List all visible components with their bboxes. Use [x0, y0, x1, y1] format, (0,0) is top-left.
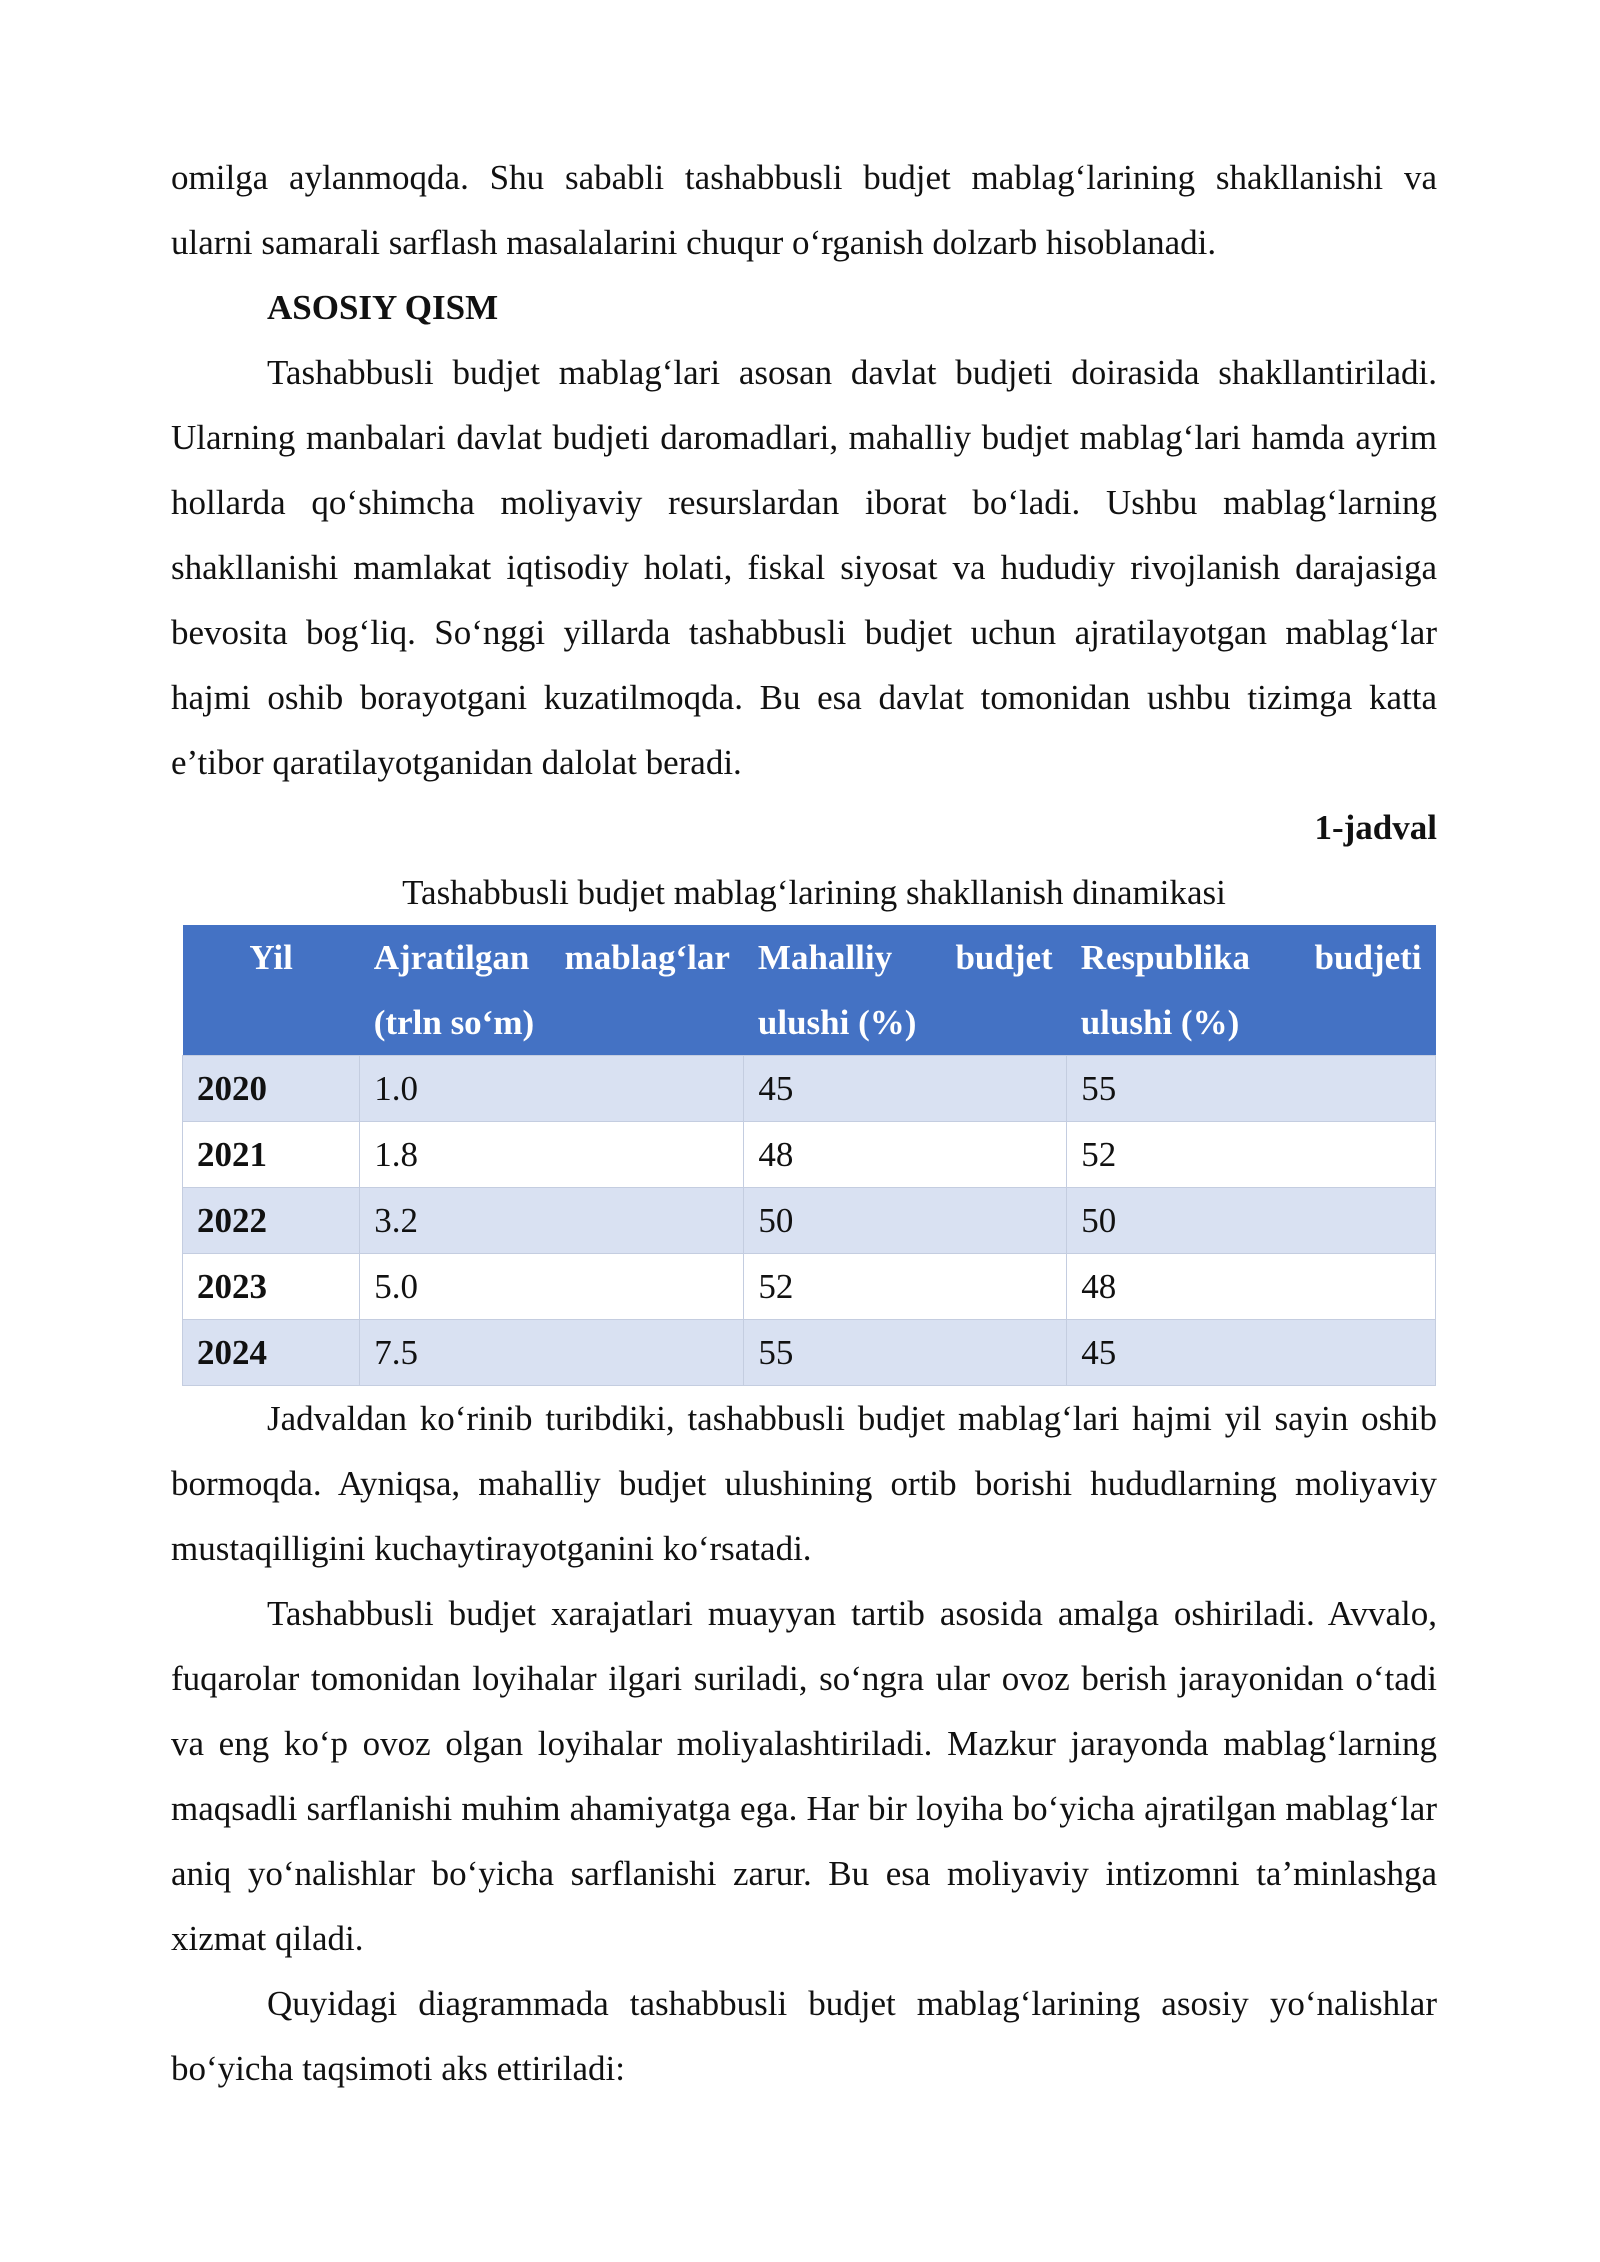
table-header-cell — [360, 925, 744, 1056]
header-allocated-line1: Ajratilgan mablag‘lar — [373, 938, 730, 977]
table-cell-year: 2020 — [183, 1056, 360, 1122]
table-caption: Tashabbusli budjet mablag‘larining shakllanish dinamikasi — [402, 873, 1226, 912]
paragraph-intro-line2: ularni samarali sarflash masalalarini chuqur o‘rganish dolzarb hisoblanadi. — [171, 223, 1217, 262]
table-header-row — [183, 925, 1436, 1056]
table-number: 1-jadval — [1314, 808, 1437, 847]
paragraph-budget-sources: Tashabbusli budjet mablag‘lari asosan davlat budjeti doirasida shakllantiriladi. Ularning manbalari davlat budjeti daromadlari, mahalliy budjet mablag‘lari hamda ayrim hollarda qo‘shimcha moliyaviy resurslardan iborat bo‘ladi. Ushbu mablag‘larning shakllanishi mamlakat iqtisodiy holati, fiskal siyosat va hududiy rivojlanish darajasiga bevosita bog‘liq. So‘nggi yillarda tashabbusli budjet uchun ajratilayotgan mablag‘lar hajmi oshib borayotgani kuzatilmoqda. Bu esa davlat tomonidan ushbu tizimga katta e’tibor qaratilayotganidan dalolat beradi. — [171, 353, 1437, 782]
table-cell-republic-share: 50 — [1067, 1188, 1436, 1254]
table-cell-local-share: 55 — [744, 1320, 1067, 1386]
header-republic-line2: ulushi (%) — [1080, 1003, 1240, 1042]
table-cell-local-share: 45 — [744, 1056, 1067, 1122]
table-cell-republic-share: 45 — [1067, 1320, 1436, 1386]
header-local-line1: Mahalliy budjet — [757, 938, 1053, 977]
table-row — [183, 1188, 1436, 1254]
table-cell-allocated: 1.0 — [360, 1056, 744, 1122]
table-cell-local-share: 48 — [744, 1122, 1067, 1188]
paragraph-table-analysis: Jadvaldan ko‘rinib turibdiki, tashabbusli budjet mablag‘lari hajmi yil sayin oshib bormoqda. Ayniqsa, mahalliy budjet ulushining ortib borishi hududlarning moliyaviy mustaqilligini kuchaytirayotganini ko‘rsatadi. — [171, 1399, 1437, 1568]
table-cell-republic-share: 52 — [1067, 1122, 1436, 1188]
table-cell-republic-share: 48 — [1067, 1254, 1436, 1320]
table-cell-republic-share: 55 — [1067, 1056, 1436, 1122]
table-header-cell — [1067, 925, 1436, 1056]
header-local-line2: ulushi (%) — [757, 1003, 917, 1042]
table-cell-year: 2021 — [183, 1122, 360, 1188]
table-header-cell — [744, 925, 1067, 1056]
header-republic-line1: Respublika budjeti — [1080, 938, 1422, 977]
table-cell-allocated: 1.8 — [360, 1122, 744, 1188]
table-row — [183, 1320, 1436, 1386]
header-allocated-line2: (trln so‘m) — [373, 1003, 535, 1042]
table-cell-allocated: 5.0 — [360, 1254, 744, 1320]
table-cell-allocated: 3.2 — [360, 1188, 744, 1254]
paragraph-intro-end — [171, 145, 1437, 210]
table-cell-local-share: 52 — [744, 1254, 1067, 1320]
table-row — [183, 1056, 1436, 1122]
table-header-cell — [183, 925, 360, 1056]
table-row — [183, 1122, 1436, 1188]
header-year-label: Yil — [249, 938, 293, 977]
table-cell-allocated: 7.5 — [360, 1320, 744, 1386]
paragraph-intro-line1: omilga aylanmoqda. Shu sababli tashabbusli budjet mablag‘larining shakllanishi va — [171, 158, 1437, 197]
table-cell-local-share: 50 — [744, 1188, 1067, 1254]
paragraph-diagram-intro: Quyidagi diagrammada tashabbusli budjet mablag‘larining asosiy yo‘nalishlar bo‘yicha taqsimoti aks ettiriladi: — [171, 1984, 1437, 2088]
table-row — [183, 1254, 1436, 1320]
paragraph-intro-end-line2 — [171, 210, 1437, 275]
paragraph-expenditure-process: Tashabbusli budjet xarajatlari muayyan tartib asosida amalga oshiriladi. Avvalo, fuqarolar tomonidan loyihalar ilgari suriladi, so‘ngra ular ovoz berish jarayonidan o‘tadi va eng ko‘p ovoz olgan loyihalar moliyalashtiriladi. Mazkur jarayonda mablag‘larning maqsadli sarflanishi muhim ahamiyatga ega. Har bir loyiha bo‘yicha ajratilgan mablag‘lar aniq yo‘nalishlar bo‘yicha sarflanishi zarur. Bu esa moliyaviy intizomni ta’minlashga xizmat qiladi. — [171, 1594, 1437, 1958]
budget-dynamics-table — [182, 925, 1436, 1386]
table-cell-year: 2023 — [183, 1254, 360, 1320]
table-cell-year: 2022 — [183, 1188, 360, 1254]
table-cell-year: 2024 — [183, 1320, 360, 1386]
section-heading: ASOSIY QISM — [267, 288, 499, 327]
